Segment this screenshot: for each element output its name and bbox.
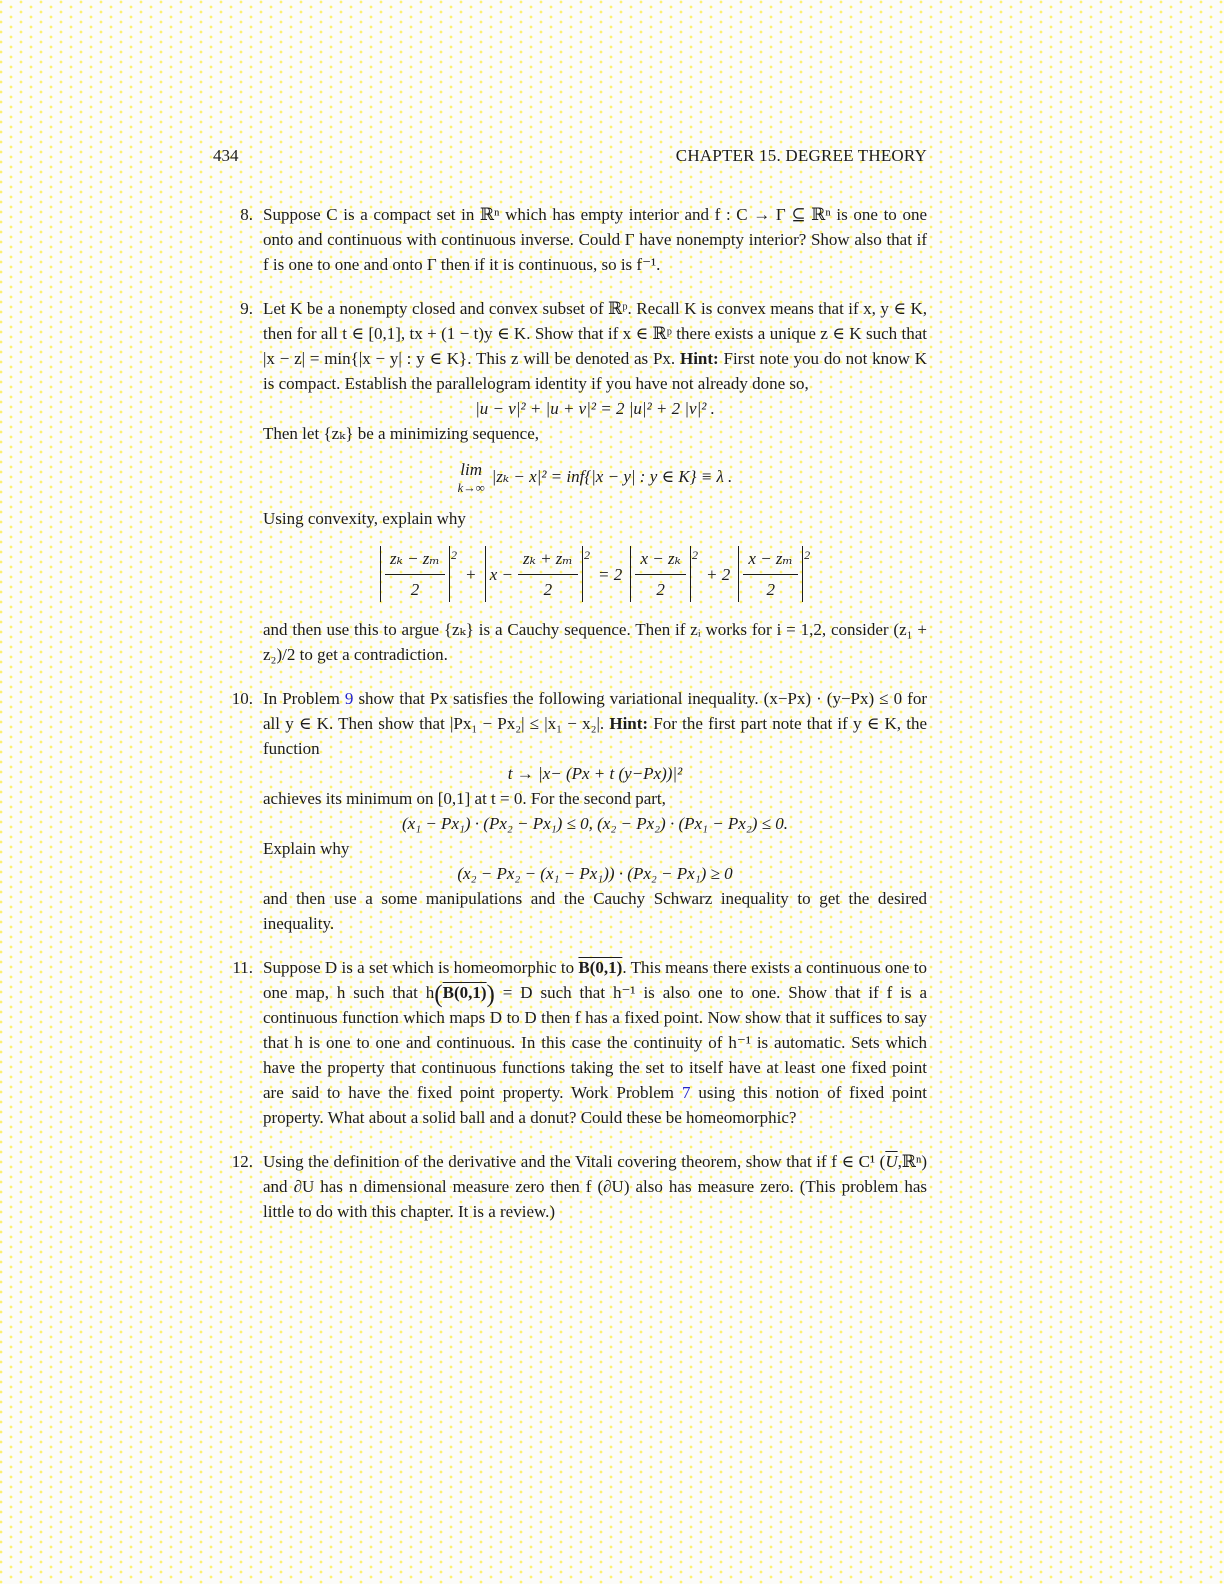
fraction-denominator: 2 xyxy=(410,580,420,599)
abs-bar xyxy=(690,546,691,602)
abs-term-1 xyxy=(380,546,457,602)
problem-10-text xyxy=(263,686,927,761)
minimum-text: achieves its minimum on [0,1] at t = 0. For the second part, xyxy=(263,789,666,808)
using-convexity-text: Using convexity, explain why xyxy=(263,509,466,528)
problem-8-number: 8. xyxy=(240,205,253,224)
x-minus-prefix: x − xyxy=(489,564,513,584)
running-head xyxy=(213,146,927,166)
problem-7-reference-link[interactable]: 7 xyxy=(681,1083,691,1102)
abs-bar xyxy=(485,546,486,602)
problem-12 xyxy=(213,1149,927,1224)
page-number: 434 xyxy=(213,146,239,165)
combined-inequality-equation: (x₂ − Px₂ − (x₁ − Px₁)) · (Px₂ − Px₁) ≥ 0 xyxy=(457,864,733,883)
text-segment: First note you do not know K is compact. Establish the parallelogram identity if you have not already done so, xyxy=(263,349,927,393)
text-segment: Let K be a nonempty closed and convex subset of ℝᵖ. Recall K is convex means that if x, y ∈ K, then for all t ∈ [0,1], tx + (1 − t)y ∈ K. Show that if x ∈ ℝᵖ there exists a unique z ∈ K such that |x − z| = min{|x − y| : y ∈ K}. This z will be denoted as Px. xyxy=(263,299,927,368)
abs-term-3 xyxy=(630,546,698,602)
abs-bar xyxy=(449,546,450,602)
closed-ball-notation: B(0,1) xyxy=(442,983,487,1002)
problem-8-body xyxy=(263,202,927,277)
problem-12-body xyxy=(263,1149,927,1224)
abs-bar xyxy=(738,546,739,602)
text-segment: = D such that h⁻¹ is also one to one. Show that if f is a continuous function which maps D to D then f has a fixed point. Now show that it suffices to say that h is one to one and continuous. In this case the continuity of h⁻¹ is automatic. Sets which have the property that continuous functions taking the set to itself have at least one fixed point are said to have the fixed point property. Work Problem xyxy=(263,983,928,1102)
right-paren: ) xyxy=(486,981,495,1008)
text-segment: In Problem xyxy=(263,689,345,708)
closure-of-U-notation: $\overline{U}$ xyxy=(885,1152,898,1171)
limit-equation xyxy=(263,457,927,495)
problem-11 xyxy=(213,955,927,1130)
problem-11-body xyxy=(263,955,927,1130)
plus-two-operator: + 2 xyxy=(705,564,731,584)
abs-term-4 xyxy=(738,546,810,602)
abs-bar xyxy=(582,546,583,602)
problem-8-text: Suppose C is a compact set in ℝⁿ which has empty interior and f : C → Γ ⊆ ℝⁿ is one to one onto and continuous with continuous inverse. Could Γ have nonempty interior? Show also that if f is one to one and onto Γ then if it is continuous, so is f⁻¹. xyxy=(263,205,927,274)
convexity-equation xyxy=(263,546,927,602)
explain-why-text: Explain why xyxy=(263,839,350,858)
problem-10-number: 10. xyxy=(231,689,253,708)
problem-8 xyxy=(213,202,927,277)
problem-11-text xyxy=(263,955,927,1130)
exponent: 2 xyxy=(691,548,698,562)
closed-ball-notation: B(0,1) xyxy=(578,958,623,977)
limit-equation-body: |zₖ − x|² = inf{|x − y| : y ∈ K} ≡ λ . xyxy=(491,466,733,486)
fraction xyxy=(635,546,685,602)
problem-9-reference-link[interactable]: 9 xyxy=(344,689,354,708)
abs-bar xyxy=(802,546,803,602)
fraction xyxy=(743,546,798,602)
problem-9-body xyxy=(263,296,927,667)
problem-9-text xyxy=(263,296,927,396)
fraction-numerator: zₖ + zₘ xyxy=(518,546,578,575)
hint-label: Hint: xyxy=(679,349,719,368)
fraction-numerator: x − zₘ xyxy=(743,546,798,575)
exponent: 2 xyxy=(584,548,591,562)
problem-9 xyxy=(213,296,927,667)
limit-operator xyxy=(458,457,485,495)
equals-two-operator: = 2 xyxy=(598,564,623,584)
text-segment: ,ℝⁿ) and ∂U has n dimensional measure zero then f (∂U) also has measure zero. (This problem has little to do with this chapter. It is a review.) xyxy=(263,1152,927,1221)
function-of-t-equation: t → |x− (Px + t (y−Px))|² xyxy=(507,764,683,783)
text-segment: show that Px satisfies the following variational inequality. (x−Px) · (y−Px) ≤ 0 for all y ∈ K. Then show that |Px₁ − Px₂| ≤ |x₁ − x₂|. xyxy=(263,689,927,733)
left-paren: ( xyxy=(434,981,443,1008)
lim-word: lim xyxy=(460,460,483,479)
problem-11-number: 11. xyxy=(232,958,253,977)
abs-bar xyxy=(630,546,631,602)
problem-9-number: 9. xyxy=(240,299,253,318)
chapter-header: CHAPTER 15. DEGREE THEORY xyxy=(675,146,927,165)
abs-bar xyxy=(380,546,381,602)
exponent: 2 xyxy=(451,548,458,562)
exponent: 2 xyxy=(804,548,811,562)
abs-term-2 xyxy=(485,546,591,602)
two-inequalities-equation: (x₁ − Px₁) · (Px₂ − Px₁) ≤ 0, (x₂ − Px₂) · (Px₁ − Px₂) ≤ 0. xyxy=(401,814,789,833)
text-segment: Using the definition of the derivative and the Vitali covering theorem, show that if f ∈ C¹ ( xyxy=(263,1152,886,1171)
text-segment: Suppose D is a set which is homeomorphic to xyxy=(263,958,579,977)
hint-label: Hint: xyxy=(609,714,649,733)
text-segment: For the first part note that if y ∈ K, the function xyxy=(263,714,927,758)
plus-operator: + xyxy=(465,564,477,584)
fraction-numerator: x − zₖ xyxy=(635,546,685,575)
problem-12-text xyxy=(263,1149,927,1224)
cauchy-schwarz-text: and then use a some manipulations and the Cauchy Schwarz inequality to get the desired inequality. xyxy=(263,889,927,933)
fraction xyxy=(385,546,445,602)
fraction xyxy=(518,546,578,602)
problem-12-number: 12. xyxy=(231,1152,253,1171)
text-block xyxy=(213,146,927,1243)
lim-subscript: k→∞ xyxy=(457,481,485,495)
problem-10-body xyxy=(263,686,927,936)
text-segment: . This means there exists a continuous one to one map, h such that h xyxy=(263,958,927,1002)
cauchy-argument-text: and then use this to argue {zₖ} is a Cauchy sequence. Then if zᵢ works for i = 1,2, consider (z₁ + z₂)/2 to get a contradiction. xyxy=(263,620,927,664)
problem-10 xyxy=(213,686,927,936)
text-segment: using this notion of fixed point property. What about a solid ball and a donut? Could these be homeomorphic? xyxy=(263,1083,927,1127)
fraction-numerator: zₖ − zₘ xyxy=(385,546,445,575)
fraction-denominator: 2 xyxy=(766,580,775,599)
fraction-denominator: 2 xyxy=(543,580,553,599)
minimizing-sequence-text: Then let {zₖ} be a minimizing sequence, xyxy=(263,424,540,443)
parallelogram-identity-equation: |u − v|² + |u + v|² = 2 |u|² + 2 |v|² . xyxy=(475,399,715,418)
fraction-denominator: 2 xyxy=(656,580,665,599)
